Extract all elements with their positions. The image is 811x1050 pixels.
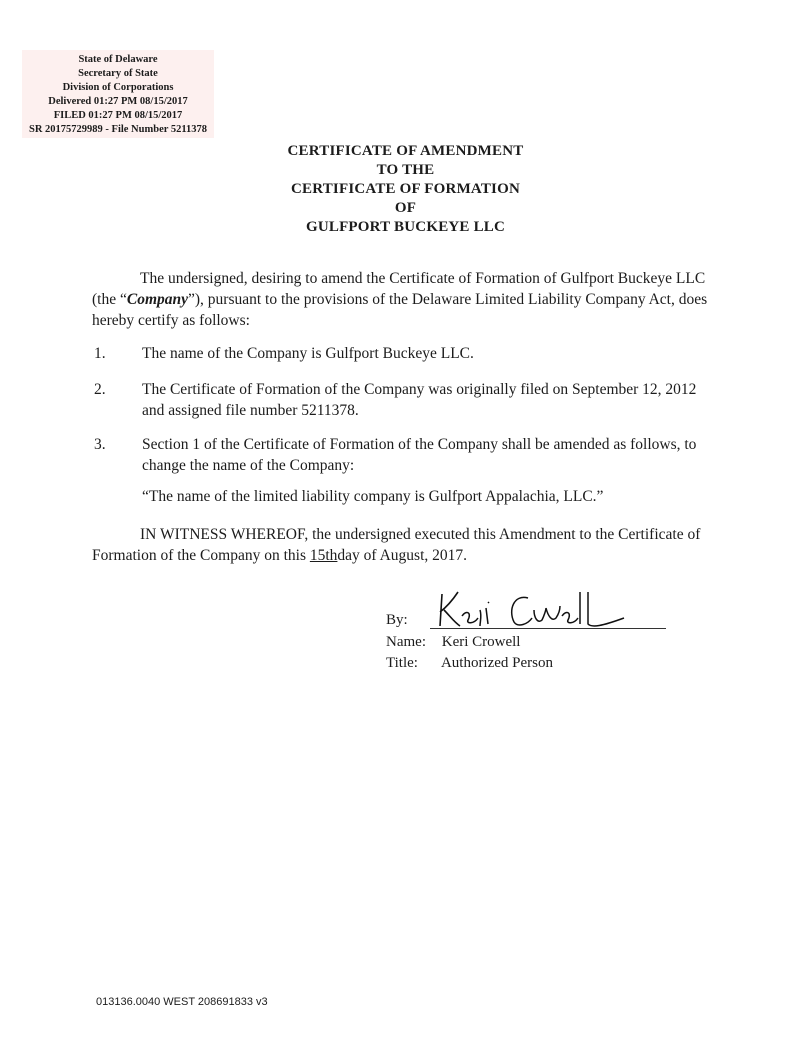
stamp-line: Secretary of State: [78, 68, 158, 79]
intro-text-before: The undersigned, desiring to amend the Certificate of Formation of Gulfport Buckeye LLC (the “: [92, 270, 706, 308]
stamp-line: FILED 01:27 PM 08/15/2017: [53, 110, 183, 121]
document-title: [0, 142, 811, 237]
title-line: TO THE: [376, 162, 435, 178]
item-number: 1.: [94, 345, 106, 362]
document-footer-id: 013136.0040 WEST 208691833 v3: [96, 996, 268, 1008]
intro-paragraph: [92, 268, 720, 331]
title-label: Title:: [386, 655, 418, 671]
title-row: [386, 653, 686, 674]
signer-title: Authorized Person: [440, 655, 553, 671]
item-text: Section 1 of the Certificate of Formation of the Company shall be amended as follows, to change the name of the Company:: [142, 436, 697, 474]
witness-text-after: day of August, 2017.: [337, 547, 468, 564]
witness-text-before: IN WITNESS WHEREOF, the undersigned executed this Amendment to the Certificate of Formation of the Company on this: [92, 526, 701, 564]
witness-day: 15th: [309, 547, 338, 564]
item-number: 2.: [94, 381, 106, 398]
stamp-line: SR 20175729989 - File Number 5211378: [28, 124, 207, 135]
stamp-line: State of Delaware: [78, 54, 158, 65]
by-label: By:: [386, 612, 408, 628]
company-defined-term: Company: [126, 291, 189, 308]
stamp-line: Division of Corporations: [62, 82, 174, 93]
amended-name-quote: “The name of the limited liability company is Gulfport Appalachia, LLC.”: [142, 488, 604, 505]
signer-name: Keri Crowell: [441, 634, 521, 650]
title-line: CERTIFICATE OF FORMATION: [290, 181, 520, 197]
signature-line: [430, 628, 666, 629]
name-row: [386, 632, 686, 653]
intro-text-after: ”), pursuant to the provisions of the Delaware Limited Liability Company Act, does hereby certify as follows:: [92, 291, 708, 329]
witness-paragraph: [92, 524, 720, 566]
name-label: Name:: [386, 634, 426, 650]
signature-block: [386, 592, 686, 674]
title-line: OF: [394, 200, 417, 216]
item-text: The Certificate of Formation of the Company was originally filed on September 12, 2012 and assigned file number 5211378.: [142, 381, 697, 419]
item-text: The name of the Company is Gulfport Buckeye LLC.: [142, 345, 474, 362]
title-line: GULFPORT BUCKEYE LLC: [305, 219, 506, 235]
item-number: 3.: [94, 436, 106, 453]
title-line: CERTIFICATE OF AMENDMENT: [287, 143, 524, 159]
stamp-line: Delivered 01:27 PM 08/15/2017: [48, 96, 188, 107]
filing-stamp: [22, 50, 214, 138]
